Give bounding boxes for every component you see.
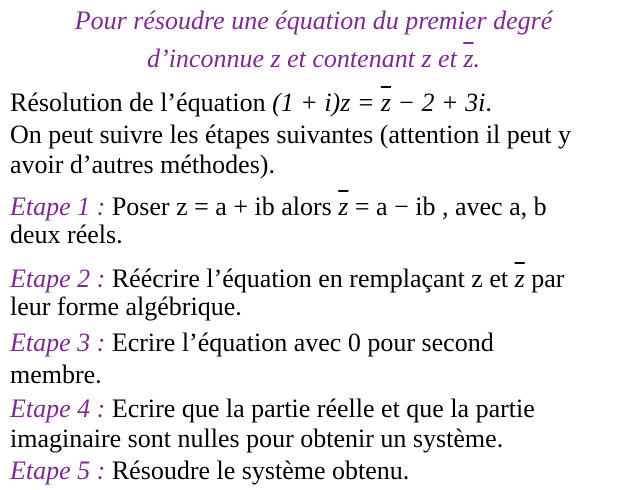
equation-left: (1 + i)z = [272,88,375,117]
heading-line-2-prefix: d’inconnue z et contenant z et [147,44,457,73]
step-1-line-1 [10,188,547,222]
step-1-pre: Poser z = a + ib alors [111,192,332,221]
step-1-line-2-text: deux réels. [10,220,123,249]
step-2-line-1 [10,260,564,294]
intro-line-2 [10,150,275,180]
step-2-post: par [531,264,565,293]
step-5-line-1-text: Résoudre le système obtenu. [111,456,410,485]
heading-line-2 [0,40,627,74]
equation-end: . [485,88,492,117]
step-2-pre: Réécrire l’équation en remplaçant z et [111,264,509,293]
heading-line-1 [0,6,627,36]
step-5-label: Etape 5 : [10,456,106,485]
step-5-line-1 [10,456,409,486]
intro-line-1-text: On peut suivre les étapes suivantes (attention il peut y [10,120,572,149]
step-3-line-2-text: membre. [10,360,102,389]
heading-conjugate-z: $\overline{z}$ [463,44,474,73]
step-3-line-2 [10,360,102,390]
equation-right: − 2 + 3i [397,88,486,117]
step-3-line-1 [10,328,494,358]
step-4-line-2-text: imaginaire sont nulles pour obtenir un système. [10,424,504,453]
step-3-label: Etape 3 : [10,328,106,357]
equation-conjugate-z: $\overline{z}$ [380,88,391,117]
step-1-label: Etape 1 : [10,192,106,221]
heading-line-2-suffix: . [473,44,480,73]
step-1-post: = a − ib , avec a, b [354,192,547,221]
intro-line-1 [10,120,571,150]
step-4-line-1 [10,394,535,424]
step-4-line-1-text: Ecrire que la partie réelle et que la partie [111,394,535,423]
step-2-line-2-text: leur forme algébrique. [10,292,242,321]
step-2-line-2 [10,292,242,322]
step-1-conjugate-z: $\overline{z}$ [338,192,349,221]
step-3-line-1-text: Ecrire l’équation avec 0 pour second [111,328,494,357]
step-2-conjugate-z: $\overline{z}$ [514,264,525,293]
step-4-line-2 [10,424,503,454]
heading-line-1-text: Pour résoudre une équation du premier degré [74,6,553,35]
resolution-text: Résolution de l’équation [10,88,266,117]
resolution-line [10,84,492,118]
step-1-line-2 [10,220,123,250]
step-2-label: Etape 2 : [10,264,106,293]
step-4-label: Etape 4 : [10,394,106,423]
intro-line-2-text: avoir d’autres méthodes). [10,150,275,179]
